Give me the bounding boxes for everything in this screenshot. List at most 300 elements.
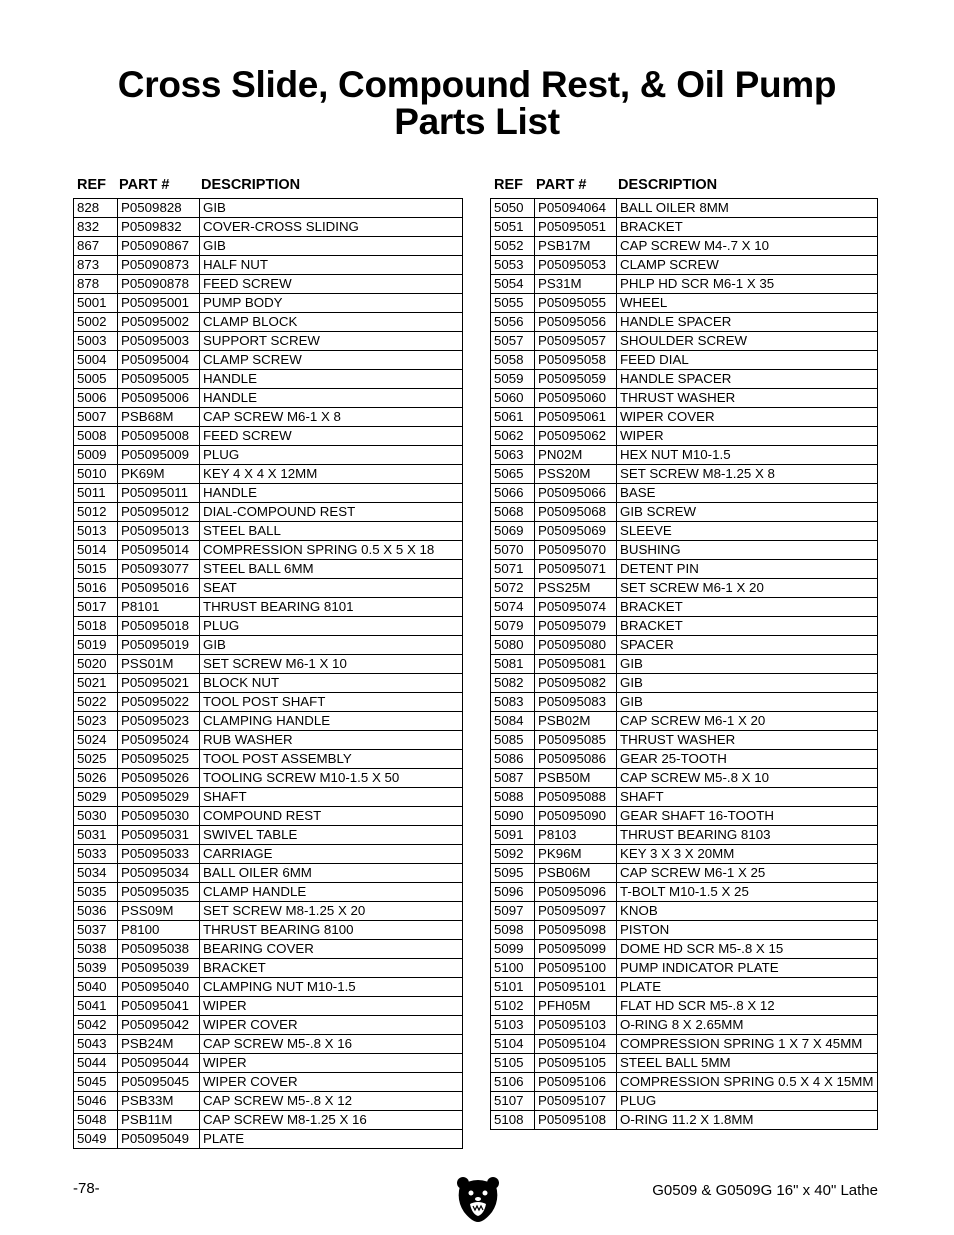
table-row — [491, 673, 877, 692]
ref-cell: 5020 — [77, 656, 107, 671]
part-number-cell: PSB02M — [534, 712, 616, 730]
description-cell: WIPER — [199, 997, 462, 1015]
part-number-cell: P05095040 — [117, 978, 199, 996]
table-row — [491, 274, 877, 293]
description-cell: COMPRESSION SPRING 0.5 X 5 X 18 — [199, 541, 462, 559]
description-cell: DIAL-COMPOUND REST — [199, 503, 462, 521]
table-row — [74, 1129, 462, 1148]
title-line-1: Cross Slide, Compound Rest, & Oil Pump — [117, 64, 837, 105]
table-row — [74, 787, 462, 806]
table-row — [74, 236, 462, 255]
table-row — [491, 863, 877, 882]
table-row — [74, 654, 462, 673]
description-cell: CAP SCREW M5-.8 X 10 — [616, 769, 877, 787]
bear-logo-icon — [456, 1176, 500, 1222]
table-row — [74, 711, 462, 730]
part-number-cell: PK96M — [534, 845, 616, 863]
description-cell: TOOL POST SHAFT — [199, 693, 462, 711]
ref-cell: 5056 — [494, 314, 524, 329]
table-row — [74, 255, 462, 274]
ref-cell: 5055 — [494, 295, 524, 310]
ref-cell: 5002 — [77, 314, 107, 329]
description-cell: KEY 4 X 4 X 12MM — [199, 465, 462, 483]
description-cell: CAP SCREW M6-1 X 25 — [616, 864, 877, 882]
table-row — [491, 939, 877, 958]
description-cell: CLAMPING NUT M10-1.5 — [199, 978, 462, 996]
description-cell: DOME HD SCR M5-.8 X 15 — [616, 940, 877, 958]
description-cell: PLATE — [199, 1130, 462, 1148]
description-cell: FEED DIAL — [616, 351, 877, 369]
ref-cell: 873 — [77, 257, 100, 272]
ref-cell: 5015 — [77, 561, 107, 576]
part-number-cell: P05095081 — [534, 655, 616, 673]
part-number-cell: P05095012 — [117, 503, 199, 521]
table-row — [74, 597, 462, 616]
description-cell: PISTON — [616, 921, 877, 939]
table-row — [491, 312, 877, 331]
table-row — [74, 920, 462, 939]
table-row — [491, 236, 877, 255]
ref-header: REF — [494, 177, 523, 193]
description-cell: COVER-CROSS SLIDING — [199, 218, 462, 236]
description-cell: SWIVEL TABLE — [199, 826, 462, 844]
description-cell: RUB WASHER — [199, 731, 462, 749]
part-number-cell: P05095031 — [117, 826, 199, 844]
table-row — [491, 1091, 877, 1110]
part-number-cell: P05095009 — [117, 446, 199, 464]
description-cell: SPACER — [616, 636, 877, 654]
part-number-cell: P05095003 — [117, 332, 199, 350]
part-number-cell: P05095023 — [117, 712, 199, 730]
table-row — [74, 977, 462, 996]
ref-cell: 5060 — [494, 390, 524, 405]
table-row — [74, 768, 462, 787]
description-cell: BASE — [616, 484, 877, 502]
description-cell: HANDLE — [199, 484, 462, 502]
description-cell: GIB — [616, 693, 877, 711]
part-number-cell: P05095002 — [117, 313, 199, 331]
ref-cell: 5008 — [77, 428, 107, 443]
ref-cell: 5066 — [494, 485, 524, 500]
table-row — [491, 768, 877, 787]
part-number-cell: PSB50M — [534, 769, 616, 787]
table-row — [74, 312, 462, 331]
table-row — [491, 787, 877, 806]
ref-cell: 5025 — [77, 751, 107, 766]
table-row — [491, 407, 877, 426]
description-cell: GIB — [199, 199, 462, 217]
table-row — [491, 578, 877, 597]
ref-cell: 5095 — [494, 865, 524, 880]
part-number-cell: P05095105 — [534, 1054, 616, 1072]
table-row — [74, 1015, 462, 1034]
part-number-cell: P05095088 — [534, 788, 616, 806]
part-number-cell: PSB33M — [117, 1092, 199, 1110]
description-cell: T-BOLT M10-1.5 X 25 — [616, 883, 877, 901]
ref-cell: 5034 — [77, 865, 107, 880]
description-cell: STEEL BALL 5MM — [616, 1054, 877, 1072]
table-row — [74, 806, 462, 825]
description-cell: O-RING 8 X 2.65MM — [616, 1016, 877, 1034]
description-cell: FEED SCREW — [199, 427, 462, 445]
table-row — [491, 369, 877, 388]
table-row — [74, 464, 462, 483]
ref-cell: 5087 — [494, 770, 524, 785]
description-cell: CAP SCREW M6-1 X 20 — [616, 712, 877, 730]
ref-cell: 5105 — [494, 1055, 524, 1070]
description-cell: SET SCREW M8-1.25 X 8 — [616, 465, 877, 483]
table-row — [491, 844, 877, 863]
description-cell: PUMP BODY — [199, 294, 462, 312]
table-row — [74, 958, 462, 977]
part-number-cell: P05095103 — [534, 1016, 616, 1034]
part-number-cell: P05095019 — [117, 636, 199, 654]
table-row — [74, 673, 462, 692]
table-row — [491, 711, 877, 730]
table-row — [491, 996, 877, 1015]
ref-cell: 5049 — [77, 1131, 107, 1146]
ref-cell: 5004 — [77, 352, 107, 367]
part-number-cell: P05095008 — [117, 427, 199, 445]
ref-cell: 5106 — [494, 1074, 524, 1089]
table-row — [491, 331, 877, 350]
table-header — [73, 174, 463, 198]
ref-header: REF — [77, 177, 106, 193]
table-row — [74, 483, 462, 502]
ref-cell: 5081 — [494, 656, 524, 671]
table-row — [491, 350, 877, 369]
table-row — [491, 825, 877, 844]
ref-cell: 5046 — [77, 1093, 107, 1108]
ref-cell: 5065 — [494, 466, 524, 481]
ref-cell: 5050 — [494, 200, 524, 215]
description-cell: O-RING 11.2 X 1.8MM — [616, 1111, 877, 1129]
ref-cell: 5070 — [494, 542, 524, 557]
description-cell: THRUST WASHER — [616, 731, 877, 749]
part-number-cell: P05095060 — [534, 389, 616, 407]
description-cell: WIPER — [199, 1054, 462, 1072]
part-number-cell: P05095096 — [534, 883, 616, 901]
part-number-cell: PFH05M — [534, 997, 616, 1015]
ref-cell: 5100 — [494, 960, 524, 975]
part-number-cell: P05095025 — [117, 750, 199, 768]
ref-cell: 5048 — [77, 1112, 107, 1127]
table-body — [73, 198, 463, 1149]
ref-cell: 5085 — [494, 732, 524, 747]
part-number-cell: PSB17M — [534, 237, 616, 255]
ref-cell: 5042 — [77, 1017, 107, 1032]
description-cell: FEED SCREW — [199, 275, 462, 293]
description-cell: WIPER COVER — [616, 408, 877, 426]
part-number-cell: PN02M — [534, 446, 616, 464]
table-row — [74, 540, 462, 559]
table-row — [74, 502, 462, 521]
table-row — [491, 730, 877, 749]
description-cell: WHEEL — [616, 294, 877, 312]
ref-cell: 5024 — [77, 732, 107, 747]
ref-cell: 5072 — [494, 580, 524, 595]
description-header: DESCRIPTION — [201, 177, 301, 193]
table-row — [491, 1053, 877, 1072]
part-number-cell: P05095101 — [534, 978, 616, 996]
part-number-cell: PSB24M — [117, 1035, 199, 1053]
table-row — [74, 1110, 462, 1129]
table-row — [74, 1091, 462, 1110]
ref-cell: 5006 — [77, 390, 107, 405]
description-cell: CLAMP SCREW — [616, 256, 877, 274]
part-number-cell: P05095041 — [117, 997, 199, 1015]
description-cell: PLUG — [199, 617, 462, 635]
part-number-cell: P05095005 — [117, 370, 199, 388]
ref-cell: 5107 — [494, 1093, 524, 1108]
table-row — [74, 863, 462, 882]
ref-cell: 5071 — [494, 561, 524, 576]
ref-cell: 5101 — [494, 979, 524, 994]
description-cell: SHOULDER SCREW — [616, 332, 877, 350]
ref-cell: 5098 — [494, 922, 524, 937]
title-line-2: Parts List — [394, 101, 560, 142]
table-row — [491, 635, 877, 654]
part-number-cell: P05095006 — [117, 389, 199, 407]
ref-cell: 5014 — [77, 542, 107, 557]
description-cell: KNOB — [616, 902, 877, 920]
description-cell: HEX NUT M10-1.5 — [616, 446, 877, 464]
ref-cell: 5045 — [77, 1074, 107, 1089]
model-name: G0509 & G0509G 16" x 40" Lathe — [652, 1182, 878, 1199]
description-cell: SHAFT — [616, 788, 877, 806]
description-cell: SET SCREW M6-1 X 20 — [616, 579, 877, 597]
description-cell: GIB — [199, 636, 462, 654]
ref-cell: 5013 — [77, 523, 107, 538]
part-number-cell: PSB68M — [117, 408, 199, 426]
description-cell: CAP SCREW M4-.7 X 10 — [616, 237, 877, 255]
part-number-cell: P05095106 — [534, 1073, 616, 1091]
ref-cell: 5018 — [77, 618, 107, 633]
description-cell: CLAMP SCREW — [199, 351, 462, 369]
part-number-cell: P05095051 — [534, 218, 616, 236]
part-number-cell: P05095057 — [534, 332, 616, 350]
part-number-cell: P8100 — [117, 921, 199, 939]
ref-cell: 5058 — [494, 352, 524, 367]
ref-cell: 5054 — [494, 276, 524, 291]
description-cell: CLAMP BLOCK — [199, 313, 462, 331]
ref-cell: 5088 — [494, 789, 524, 804]
part-number-cell: P05095080 — [534, 636, 616, 654]
part-number-cell: P05095001 — [117, 294, 199, 312]
description-cell: PUMP INDICATOR PLATE — [616, 959, 877, 977]
part-number-cell: PSS09M — [117, 902, 199, 920]
part-number-cell: P05095035 — [117, 883, 199, 901]
table-row — [491, 958, 877, 977]
description-cell: CAP SCREW M6-1 X 8 — [199, 408, 462, 426]
ref-cell: 5061 — [494, 409, 524, 424]
description-cell: BUSHING — [616, 541, 877, 559]
part-number-cell: P05095108 — [534, 1111, 616, 1129]
description-cell: COMPOUND REST — [199, 807, 462, 825]
description-cell: BRACKET — [616, 617, 877, 635]
table-row — [491, 445, 877, 464]
ref-cell: 5074 — [494, 599, 524, 614]
ref-cell: 5010 — [77, 466, 107, 481]
ref-cell: 5001 — [77, 295, 107, 310]
part-number-cell: P0509828 — [117, 199, 199, 217]
part-number-cell: P05095098 — [534, 921, 616, 939]
ref-cell: 5080 — [494, 637, 524, 652]
table-row — [74, 939, 462, 958]
part-number-cell: P05095061 — [534, 408, 616, 426]
description-cell: STEEL BALL 6MM — [199, 560, 462, 578]
table-row — [74, 445, 462, 464]
ref-cell: 5086 — [494, 751, 524, 766]
ref-cell: 5043 — [77, 1036, 107, 1051]
parts-table-left — [73, 174, 463, 1149]
part-number-cell: P05095058 — [534, 351, 616, 369]
part-number-cell: P05090867 — [117, 237, 199, 255]
table-row — [491, 1034, 877, 1053]
ref-cell: 5035 — [77, 884, 107, 899]
ref-cell: 5059 — [494, 371, 524, 386]
description-cell: PLUG — [199, 446, 462, 464]
ref-cell: 5011 — [77, 485, 106, 500]
table-row — [74, 882, 462, 901]
table-row — [74, 730, 462, 749]
part-number-cell: P05095056 — [534, 313, 616, 331]
part-number-cell: P05095004 — [117, 351, 199, 369]
table-row — [491, 920, 877, 939]
table-row — [74, 825, 462, 844]
table-row — [491, 597, 877, 616]
table-row — [74, 1034, 462, 1053]
description-cell: BEARING COVER — [199, 940, 462, 958]
description-cell: GIB — [616, 674, 877, 692]
ref-cell: 5069 — [494, 523, 524, 538]
ref-cell: 5019 — [77, 637, 107, 652]
table-row — [74, 199, 462, 217]
part-header: PART # — [536, 177, 587, 193]
ref-cell: 5003 — [77, 333, 107, 348]
part-number-cell: P05095055 — [534, 294, 616, 312]
part-number-cell: P05095021 — [117, 674, 199, 692]
table-row — [74, 692, 462, 711]
part-number-cell: P05095029 — [117, 788, 199, 806]
ref-cell: 5026 — [77, 770, 107, 785]
ref-cell: 867 — [77, 238, 100, 253]
table-row — [491, 483, 877, 502]
part-number-cell: P05095099 — [534, 940, 616, 958]
table-row — [491, 255, 877, 274]
part-number-cell: P05095014 — [117, 541, 199, 559]
table-row — [74, 844, 462, 863]
description-cell: SET SCREW M8-1.25 X 20 — [199, 902, 462, 920]
part-number-cell: PSS25M — [534, 579, 616, 597]
description-cell: CLAMP HANDLE — [199, 883, 462, 901]
table-row — [491, 426, 877, 445]
description-cell: TOOL POST ASSEMBLY — [199, 750, 462, 768]
ref-cell: 5017 — [77, 599, 107, 614]
table-row — [491, 217, 877, 236]
part-number-cell: P05095018 — [117, 617, 199, 635]
description-cell: GEAR 25-TOOTH — [616, 750, 877, 768]
ref-cell: 5052 — [494, 238, 524, 253]
table-row — [491, 199, 877, 217]
part-header: PART # — [119, 177, 170, 193]
description-cell: HANDLE — [199, 389, 462, 407]
ref-cell: 5053 — [494, 257, 524, 272]
table-row — [491, 1015, 877, 1034]
description-cell: THRUST BEARING 8101 — [199, 598, 462, 616]
table-row — [74, 388, 462, 407]
part-number-cell: PSB11M — [117, 1111, 199, 1129]
table-row — [491, 882, 877, 901]
description-cell: WIPER COVER — [199, 1016, 462, 1034]
ref-cell: 5005 — [77, 371, 107, 386]
description-cell: SUPPORT SCREW — [199, 332, 462, 350]
ref-cell: 5029 — [77, 789, 107, 804]
table-row — [491, 1072, 877, 1091]
table-row — [491, 692, 877, 711]
table-row — [491, 464, 877, 483]
part-number-cell: P05095053 — [534, 256, 616, 274]
description-cell: HANDLE SPACER — [616, 370, 877, 388]
table-row — [491, 806, 877, 825]
part-number-cell: P05090873 — [117, 256, 199, 274]
description-cell: SLEEVE — [616, 522, 877, 540]
part-number-cell: P05095038 — [117, 940, 199, 958]
part-number-cell: P05095011 — [117, 484, 199, 502]
description-cell: BRACKET — [616, 598, 877, 616]
table-row — [74, 901, 462, 920]
part-number-cell: P05090878 — [117, 275, 199, 293]
table-row — [491, 540, 877, 559]
part-number-cell: P05095026 — [117, 769, 199, 787]
ref-cell: 878 — [77, 276, 100, 291]
table-row — [74, 521, 462, 540]
part-number-cell: P05093077 — [117, 560, 199, 578]
ref-cell: 5057 — [494, 333, 524, 348]
page-number: -78- — [73, 1180, 100, 1197]
ref-cell: 5012 — [77, 504, 107, 519]
table-row — [74, 1072, 462, 1091]
description-cell: PHLP HD SCR M6-1 X 35 — [616, 275, 877, 293]
table-row — [491, 901, 877, 920]
ref-cell: 5044 — [77, 1055, 107, 1070]
part-number-cell: P05095059 — [534, 370, 616, 388]
table-row — [74, 350, 462, 369]
ref-cell: 5051 — [494, 219, 524, 234]
table-header — [490, 174, 878, 198]
page-title — [0, 66, 954, 140]
ref-cell: 5033 — [77, 846, 107, 861]
ref-cell: 5068 — [494, 504, 524, 519]
ref-cell: 5041 — [77, 998, 107, 1013]
part-number-cell: PSS01M — [117, 655, 199, 673]
table-row — [74, 1053, 462, 1072]
table-body — [490, 198, 878, 1130]
table-row — [74, 616, 462, 635]
part-number-cell: P8101 — [117, 598, 199, 616]
description-cell: THRUST WASHER — [616, 389, 877, 407]
description-cell: HANDLE — [199, 370, 462, 388]
description-cell: CAP SCREW M5-.8 X 16 — [199, 1035, 462, 1053]
table-row — [74, 635, 462, 654]
part-number-cell: P05095013 — [117, 522, 199, 540]
table-row — [74, 996, 462, 1015]
description-cell: BALL OILER 6MM — [199, 864, 462, 882]
ref-cell: 5096 — [494, 884, 524, 899]
ref-cell: 832 — [77, 219, 100, 234]
part-number-cell: P05095104 — [534, 1035, 616, 1053]
ref-cell: 5037 — [77, 922, 107, 937]
